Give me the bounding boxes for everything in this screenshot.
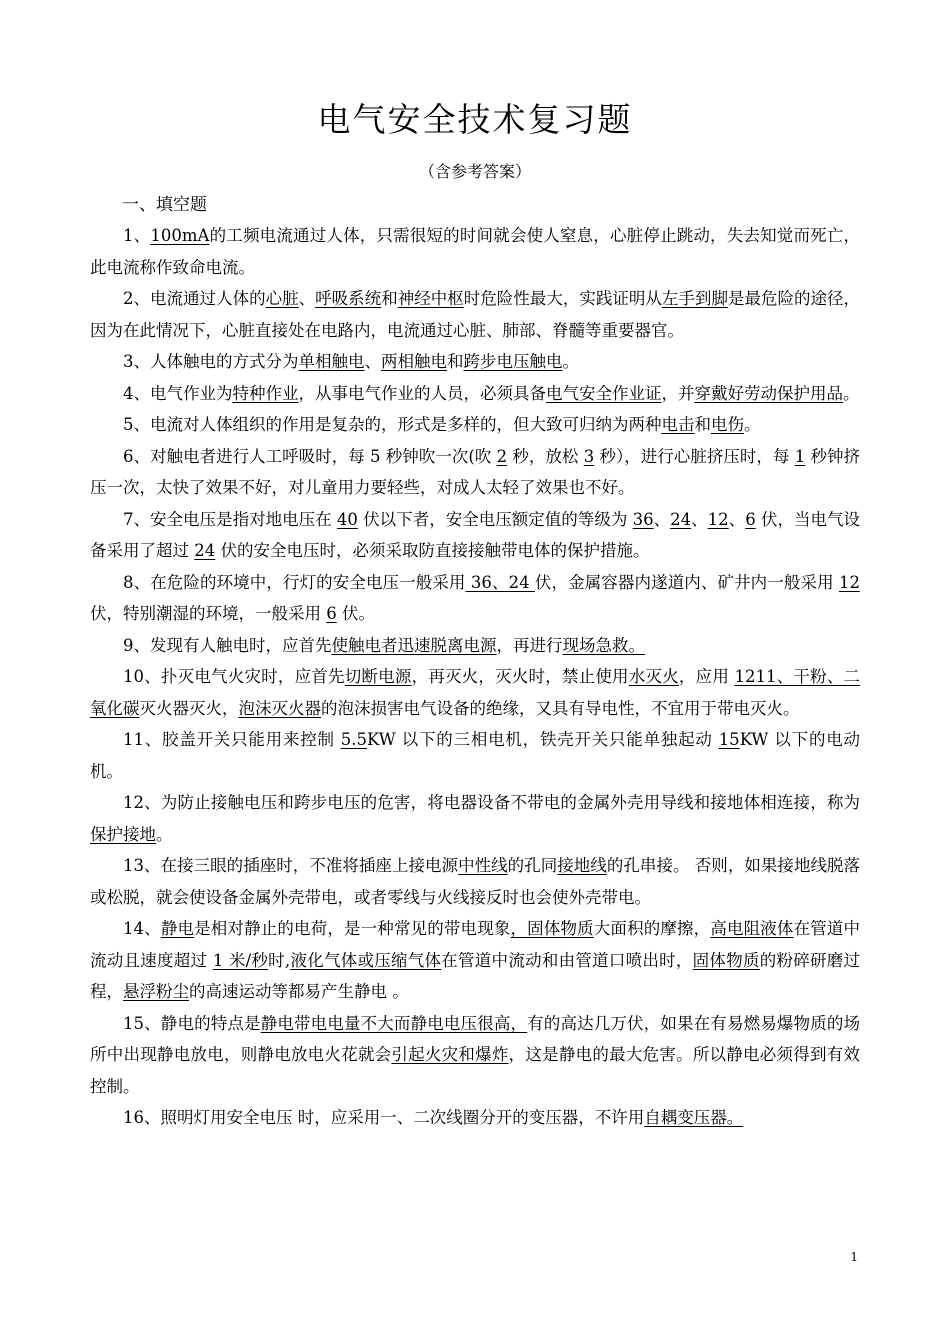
question-list [90, 220, 860, 1134]
answer-text: 使触电者迅速脱离电源 [331, 635, 497, 655]
question-text: 伏以下者，安全电压额定值的等级为 [357, 509, 633, 529]
answer-text: 神经中枢 [397, 289, 464, 308]
question-text: 的工频电流通过人体，只需很短的时间就会使人窒息，心脏停止跳动，失去知觉而死亡，此电流称作致命电流。 [90, 226, 861, 277]
question-text: 是最危险的途径，因为在此情况下，心脏直接处在电路内，电流通过心脏、肺部、脊髓等重要器官。 [90, 289, 861, 340]
question-text: ，从事电气作业的人员，必须具备 [298, 383, 546, 403]
page-number: 1 [850, 1250, 858, 1264]
answer-text: 中性线 [458, 856, 508, 875]
question-text: 的粉碎研磨过程， [90, 950, 861, 1001]
question-item [90, 378, 860, 410]
question-item [90, 850, 860, 913]
question-text: 12、为防止接触电压和跨步电压的危害，将电器设备不带电的金属外壳用导线和接地体相连接，称为 [123, 793, 860, 812]
question-text: ，应用 [678, 667, 735, 686]
question-item [90, 283, 860, 346]
answer-text: 切断电源 [344, 667, 412, 686]
answer-text: 12 [707, 509, 729, 529]
question-text: 伏，金属容器内遂道内、矿井内一般采用 [534, 572, 840, 592]
question-text: 秒，放松 [507, 446, 584, 466]
question-item [90, 661, 860, 724]
question-text: 伏。 [336, 604, 375, 623]
answer-text: 水灭火 [628, 667, 679, 686]
page-subtitle: （含参考答案） [418, 162, 531, 181]
question-text: 时危险性最大，实践证明从 [463, 289, 662, 308]
question-text: 的泡沫损害电气设备的绝缘，又具有导电性，不宜用于带电灭火。 [321, 698, 800, 718]
question-text: 7、安全电压是指对地电压在 [123, 509, 337, 529]
answer-text: 泡沫灭火器 [238, 698, 321, 718]
question-text: 。 [562, 352, 579, 371]
question-item [90, 441, 860, 504]
question-text: 、 [653, 509, 671, 529]
question-text: 是相对静止的电荷，是一种常见的带电现象 [194, 919, 511, 938]
answer-text: 心脏 [265, 289, 299, 308]
question-text: 和 [381, 289, 398, 308]
answer-text: 跨步电压触电 [463, 352, 563, 371]
question-item [90, 567, 860, 630]
question-item [90, 409, 860, 441]
answer-text: 36 [632, 509, 654, 529]
answer-text: 引起火灾和爆炸 [391, 1045, 509, 1064]
question-text: ，这是静电的最大危害。所以静电必须得到有效控制。 [90, 1045, 861, 1096]
question-text: 15、静电的特点是 [123, 1013, 261, 1033]
answer-text: 24 [194, 541, 216, 560]
question-text: 灭火器灭火， [139, 698, 239, 718]
question-text: 6、对触电者进行人工呼吸时，每 5 秒钟吹一次(吹 [123, 446, 497, 466]
question-item [90, 1008, 860, 1103]
question-item [90, 630, 860, 662]
question-text: 、 [298, 289, 316, 308]
answer-text: 24 [670, 509, 692, 529]
question-item [90, 913, 860, 1008]
answer-text: 穿戴好劳动保护用品 [694, 383, 843, 403]
answer-text: 高电阻液体 [710, 919, 794, 938]
page-title: 电气安全技术复习题 [317, 100, 633, 139]
answer-text: 呼吸系统 [315, 289, 382, 308]
answer-text: 保护接地 [90, 824, 156, 844]
question-text: 的高速运动等都易产生静电 。 [189, 982, 409, 1001]
answer-text: 电气安全作业证 [546, 383, 662, 403]
question-text: 大面积的摩擦， [593, 919, 711, 938]
answer-text: 特种作业 [232, 383, 299, 403]
question-item [90, 504, 860, 567]
answer-text: 40 [336, 509, 358, 529]
question-text: 16、照明灯用安全电压 时，应采用一、二次线圈分开的变压器，不许用 [123, 1108, 645, 1127]
answer-text: 5.5 [340, 730, 368, 749]
question-text: 伏的安全电压时，必须采取防直接接触带电体的保护措施。 [215, 541, 650, 560]
question-text: 、 [728, 509, 746, 529]
question-text: 秒钟挤压一次，太快了效果不好，对儿童用力要轻些，对成人太轻了效果也不好。 [90, 446, 860, 497]
answer-text: 两相触电 [381, 352, 447, 371]
answer-text: 100mA [150, 226, 210, 245]
question-text: 伏，当电气设备采用了超过 [90, 509, 861, 560]
answer-text: 自耦变压器。 [644, 1108, 744, 1127]
answer-text: 液化气体或压缩气体 [290, 950, 442, 970]
question-item [90, 1102, 860, 1134]
question-text: 、 [364, 352, 381, 371]
question-text: KW 以下的电动机。 [90, 730, 860, 781]
question-text: 的孔同 [507, 856, 558, 875]
question-text: ，再灭火，灭火时，禁止使用 [411, 667, 629, 686]
section-heading: 一、填空题 [122, 195, 207, 215]
question-item [90, 346, 860, 378]
question-text: 和 [694, 415, 711, 434]
answer-text: 电击 [661, 415, 695, 434]
question-text: 2、电流通过人体的 [123, 289, 266, 308]
question-text: ，再进行 [496, 635, 563, 655]
question-item [90, 787, 860, 850]
question-text: 5、电流对人体组织的作用是复杂的，形式是多样的，但大致可归纳为两种 [123, 415, 662, 434]
question-text: 伏，特别潮湿的环境，一般采用 [90, 604, 327, 623]
question-text: 10、扑灭电气火灾时，应首先 [123, 667, 345, 686]
question-text: 在管道中流动和由管道口喷出时， [441, 950, 693, 970]
answer-text: 12 [839, 572, 861, 592]
answer-text: 左手到脚 [661, 289, 728, 308]
answer-text: 静电带电电量不大而静电电压很高， [260, 1013, 528, 1033]
question-text: 在管道中流动且速度超过 [90, 919, 861, 970]
answer-text: 1 米/秒 [212, 950, 269, 970]
answer-text: ，固体物质 [510, 919, 594, 938]
question-text: KW 以下的三相电机，铁壳开关只能单独起动 [367, 730, 719, 749]
question-text: 、 [691, 509, 708, 529]
answer-text: 固体物质 [692, 950, 760, 970]
question-text: 3、人体触电的方式分为 [123, 352, 299, 371]
answer-text: 3 [583, 446, 595, 466]
question-text: 有的高达几万伏，如果在有易燃易爆物质的场所中出现静电放电，则静电放电火花就会 [90, 1013, 861, 1064]
question-text: 时, [268, 950, 291, 970]
question-text: 和 [447, 352, 464, 371]
answer-text: 1211、干粉、二氧化碳 [90, 667, 861, 718]
question-item [90, 724, 860, 787]
question-text: 4、电气作业为 [123, 383, 233, 403]
question-text: 1、 [123, 226, 151, 245]
answer-text: 电伤 [711, 415, 744, 434]
answer-text: 6 [745, 509, 756, 529]
question-text: 11、胶盖开关只能用来控制 [123, 730, 341, 749]
answer-text: 单相触电 [298, 352, 365, 371]
answer-text: 接地线 [557, 856, 607, 875]
answer-text: 36、24 [465, 572, 535, 592]
answer-text: 15 [718, 730, 740, 749]
answer-text: 1 [794, 446, 806, 466]
question-text: 的孔串接。 否则，如果接地线脱落或松脱，就会使设备金属外壳带电，或者零线与火线接反时也会使外壳带电。 [90, 856, 861, 907]
answer-text: 6 [326, 604, 337, 623]
question-text: 9、发现有人触电时，应首先 [123, 635, 332, 655]
question-text: 。 [156, 824, 173, 844]
answer-text: 2 [496, 446, 508, 466]
question-text: 14、 [123, 919, 161, 938]
question-item [90, 220, 860, 283]
answer-text: 悬浮粉尘 [123, 982, 189, 1001]
question-text: ，并 [661, 383, 695, 403]
question-text: 。 [843, 383, 860, 403]
question-text: 秒），进行心脏挤压时，每 [594, 446, 795, 466]
question-text: 13、在接三眼的插座时，不准将插座上接电源 [123, 856, 459, 875]
answer-text: 静电 [160, 919, 195, 938]
question-text: 。 [744, 415, 761, 434]
question-text: 8、在危险的环境中，行灯的安全电压一般采用 [123, 572, 466, 592]
answer-text: 现场急救。 [562, 635, 645, 655]
